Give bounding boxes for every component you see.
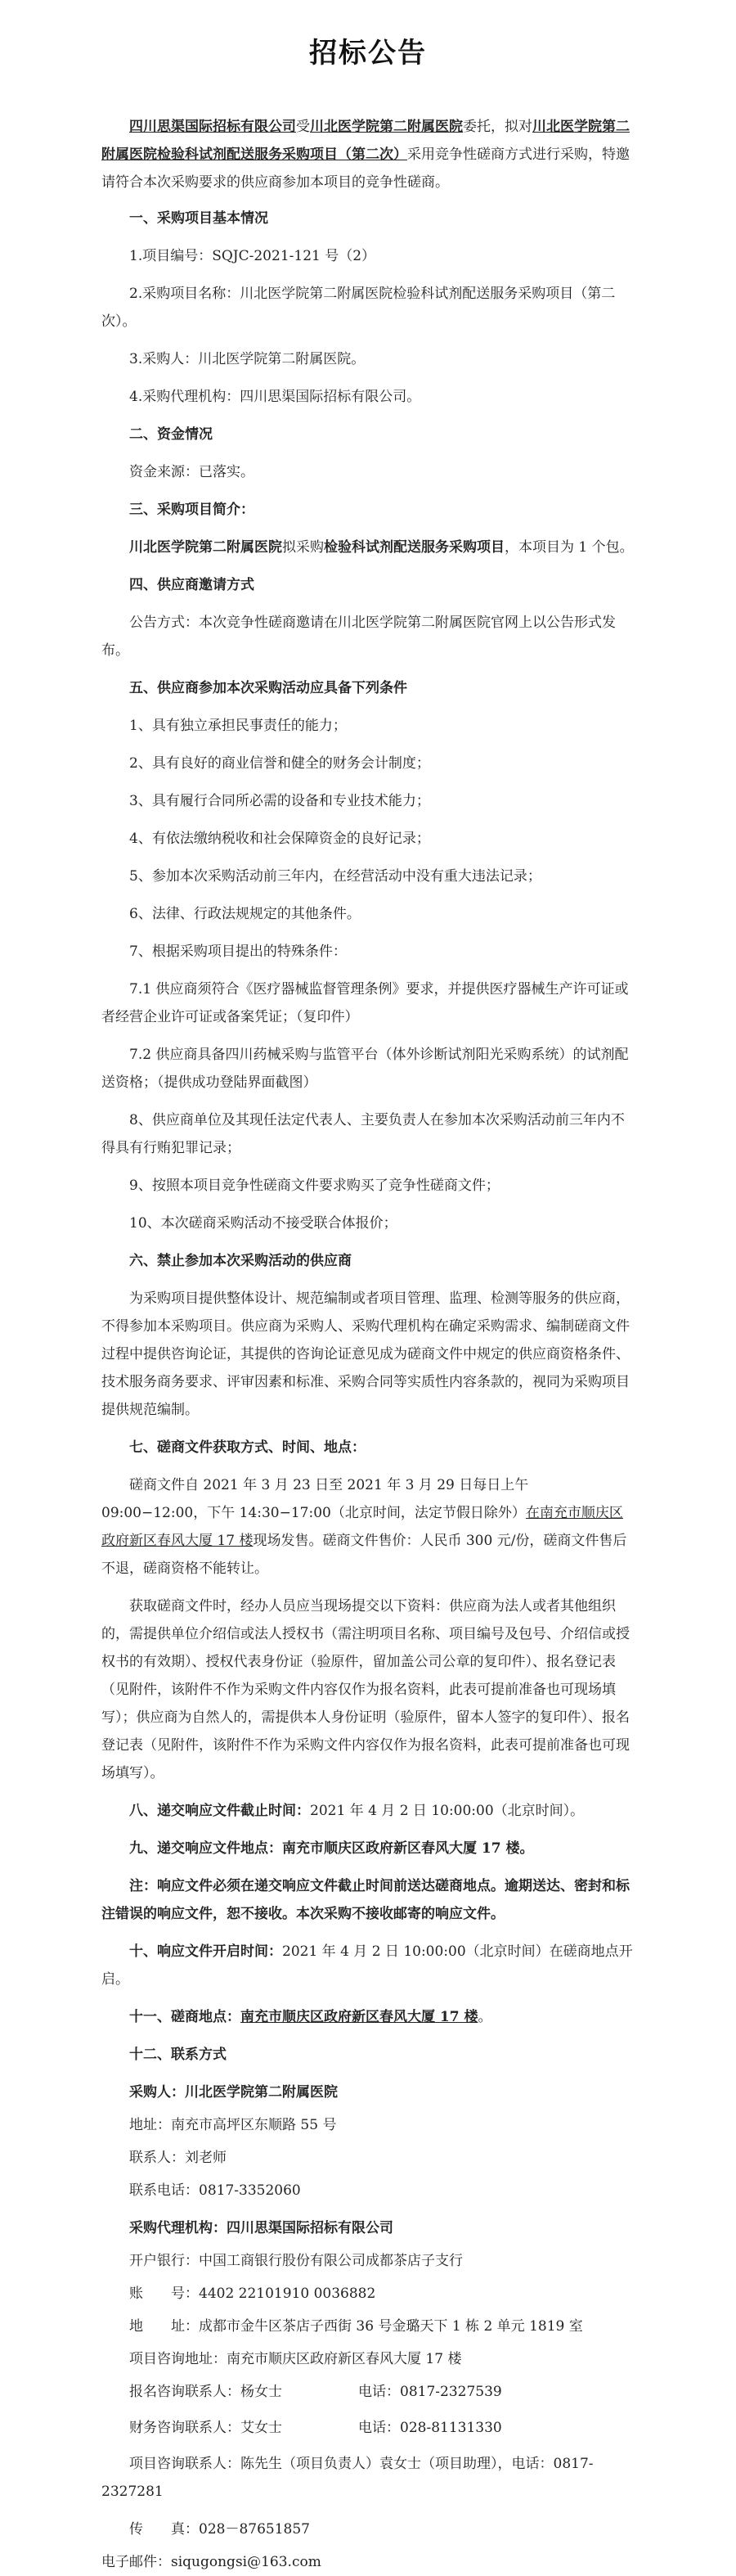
s5-item-10: 10、本次磋商采购活动不接受联合体报价； bbox=[129, 1215, 397, 1232]
s5-item-2: 2、具有良好的商业信誉和健全的财务会计制度； bbox=[129, 755, 430, 772]
purchaser-contact: 联系人：刘老师 bbox=[129, 2150, 227, 2166]
purchaser-name: 采购人：川北医学院第二附属医院 bbox=[129, 2084, 338, 2101]
s5-item-6: 6、法律、行政法规规定的其他条件。 bbox=[129, 906, 361, 922]
registration-contact-row bbox=[101, 2378, 635, 2406]
finance-contact-row bbox=[101, 2414, 635, 2442]
section-4-heading: 四、供应商邀请方式 bbox=[129, 577, 254, 593]
s5-item-5: 5、参加本次采购活动前三年内，在经营活动中没有重大违法记录； bbox=[129, 868, 541, 885]
s5-item-9: 9、按照本项目竞争性磋商文件要求购买了竞争性磋商文件； bbox=[129, 1178, 500, 1194]
s2-text: 资金来源：已落实。 bbox=[129, 464, 254, 480]
intro-text-2: 委托，拟对 bbox=[463, 119, 532, 135]
project-contact: 项目咨询联系人：陈先生（项目负责人）袁女士（项目助理），电话：0817-2327281 bbox=[101, 2456, 594, 2500]
agency-bank: 开户银行：中国工商银行股份有限公司成都茶店子支行 bbox=[129, 2253, 463, 2269]
s3-item: 检验科试剂配送服务采购项目 bbox=[324, 539, 505, 556]
section-8-heading: 八、递交响应文件截止时间： bbox=[129, 1803, 310, 1819]
section-10 bbox=[101, 1938, 635, 1993]
s7-paragraph-2: 获取磋商文件时，经办人员应当现场提交以下资料：供应商为法人或者其他组织的，需提供单位介绍信或法人授权书（需注明项目名称、项目编号及包号、介绍信或授权书的有效期）、授权代表身份证（验原件，留加盖公司公章的复印件）、报名登记表（见附件，该附件不作为采购文件内容仅作为报名资料，此表可提前准备也可现场填写）；供应商为自然人的，需提供本人身份证明（验原件，留本人签字的复印件）、报名登记表（见附件，该附件不作为采购文件内容仅作为报名资料，此表可提前准备也可现场填写）。 bbox=[101, 1598, 630, 1781]
s5-item-7-2: 7.2 供应商具备四川药械采购与监管平台（体外诊断试剂阳光采购系统）的试剂配送资格；（提供成功登陆界面截图） bbox=[101, 1047, 629, 1091]
section-12-heading: 十二、联系方式 bbox=[129, 2047, 227, 2063]
page-title: 招标公告 bbox=[309, 37, 427, 70]
agency-address: 地 址：成都市金牛区茶店子西街 36 号金璐天下 1 栋 2 单元 1819 室 bbox=[129, 2318, 583, 2335]
s5-item-7: 7、根据采购项目提出的特殊条件： bbox=[129, 943, 347, 960]
s7-paragraph-1 bbox=[101, 1471, 635, 1583]
s3-text-1: 拟采购 bbox=[282, 539, 324, 556]
section-10-heading: 十、响应文件开启时间： bbox=[129, 1943, 282, 1960]
s7-time: 磋商文件自 2021 年 3 月 23 日至 2021 年 3 月 29 日每日上午 09:00−12:00，下午 14:30−17:00（北京时间，法定节假日除外） bbox=[101, 1477, 529, 1521]
s10-text: 2021 年 4 月 2 日 10:00:00（北京时间）在磋商地点开启。 bbox=[101, 1943, 633, 1988]
registration-contact: 报名咨询联系人：杨女士 bbox=[129, 2384, 282, 2400]
purchaser-address: 地址：南充市高坪区东顺路 55 号 bbox=[129, 2117, 337, 2133]
section-2-heading: 二、资金情况 bbox=[129, 426, 213, 443]
s6-text: 为采购项目提供整体设计、规范编制或者项目管理、监理、检测等服务的供应商，不得参加本采购项目。供应商为采购人、采购代理机构在确定采购需求、编制磋商文件过程中提供咨询论证，其提供的咨询论证意见成为磋商文件中规定的供应商资格条件、技术服务商务要求、评审因素和标准、采购合同等实质性内容条款的，视同为采购项目提供规范编制。 bbox=[101, 1290, 630, 1418]
agency-name: 四川思渠国际招标有限公司 bbox=[129, 119, 296, 135]
section-1-heading: 一、采购项目基本情况 bbox=[129, 210, 268, 227]
agency-email: 电子邮件：siqugongsi@163.com bbox=[101, 2554, 321, 2570]
s1-item-3: 3.采购人：川北医学院第二附属医院。 bbox=[129, 351, 366, 367]
s5-item-3: 3、具有履行合同所必需的设备和专业技术能力； bbox=[129, 793, 430, 809]
section-5-heading: 五、供应商参加本次采购活动应具备下列条件 bbox=[129, 680, 407, 696]
s3-paragraph bbox=[101, 534, 635, 561]
section-11 bbox=[101, 2003, 635, 2031]
section-3-heading: 三、采购项目简介： bbox=[129, 502, 254, 518]
section-8 bbox=[101, 1797, 635, 1825]
section-9 bbox=[101, 1835, 635, 1862]
section-6-heading: 六、禁止参加本次采购活动的供应商 bbox=[129, 1253, 352, 1269]
intro-paragraph bbox=[101, 113, 635, 196]
s5-item-7-1: 7.1 供应商须符合《医疗器械监督管理条例》要求，并提供医疗器械生产许可证或者经营企业许可证或备案凭证；（复印件） bbox=[101, 981, 629, 1025]
s4-text: 公告方式：本次竞争性磋商邀请在川北医学院第二附属医院官网上以公告形式发布。 bbox=[101, 615, 616, 659]
section-7-heading: 七、磋商文件获取方式、时间、地点： bbox=[129, 1439, 366, 1456]
intro-text-3: 采用竞争性磋商方式进行采购，特邀请符合本次采购要求的供应商参加本项目的竞争性磋商。 bbox=[101, 146, 630, 191]
s9-note: 注：响应文件必须在递交响应文件截止时间前送达磋商地点。逾期送达、密封和标注错误的响应文件，恕不接收。本次采购不接收邮寄的响应文件。 bbox=[101, 1878, 630, 1922]
s9-place: 南充市顺庆区政府新区春风大厦 17 楼。 bbox=[282, 1840, 534, 1857]
finance-phone: 电话：028-81131330 bbox=[358, 2420, 502, 2436]
section-11-heading: 十一、磋商地点： bbox=[129, 2009, 240, 2025]
section-9-heading: 九、递交响应文件地点： bbox=[129, 1840, 282, 1857]
s7-price: 现场发售。磋商文件售价：人民币 300 元/份，磋商文件售后不退，磋商资格不能转让。 bbox=[101, 1533, 627, 1577]
finance-contact: 财务咨询联系人：艾女士 bbox=[129, 2420, 282, 2436]
s5-item-4: 4、有依法缴纳税收和社会保障资金的良好记录； bbox=[129, 831, 430, 847]
purchaser-phone: 联系电话：0817-3352060 bbox=[129, 2182, 301, 2199]
s1-item-4: 4.采购代理机构：四川思渠国际招标有限公司。 bbox=[129, 389, 421, 405]
s7-place: 在南充市顺庆区政府新区春风大厦 17 楼 bbox=[101, 1505, 623, 1549]
s1-item-1: 1.项目编号：SQJC-2021-121 号（2） bbox=[129, 248, 376, 264]
s8-text: 2021 年 4 月 2 日 10:00:00（北京时间）。 bbox=[310, 1803, 585, 1819]
agency-name-contact: 采购代理机构：四川思渠国际招标有限公司 bbox=[129, 2220, 393, 2236]
s11-end: 。 bbox=[478, 2009, 492, 2025]
project-name: 川北医学院第二附属医院检验科试剂配送服务采购项目（第二次） bbox=[101, 119, 630, 163]
client-name: 川北医学院第二附属医院 bbox=[310, 119, 463, 135]
registration-phone: 电话：0817-2327539 bbox=[358, 2384, 502, 2400]
agency-account: 账 号：4402 22101910 0036882 bbox=[129, 2286, 376, 2302]
s5-item-8: 8、供应商单位及其现任法定代表人、主要负责人在参加本次采购活动前三年内不得具有行贿犯罪记录； bbox=[101, 1112, 625, 1156]
s1-item-2: 2.采购项目名称：川北医学院第二附属医院检验科试剂配送服务采购项目（第二次）。 bbox=[101, 286, 616, 330]
s3-text-2: ，本项目为 1 个包。 bbox=[505, 539, 634, 556]
s5-item-1: 1、具有独立承担民事责任的能力； bbox=[129, 718, 347, 734]
s3-hospital: 川北医学院第二附属医院 bbox=[129, 539, 282, 556]
agency-fax: 传 真：028－87651857 bbox=[129, 2521, 310, 2538]
s11-place: 南充市顺庆区政府新区春风大厦 17 楼 bbox=[240, 2009, 478, 2025]
consult-address: 项目咨询地址：南充市顺庆区政府新区春风大厦 17 楼 bbox=[129, 2351, 462, 2367]
intro-text-1: 受 bbox=[296, 119, 310, 135]
